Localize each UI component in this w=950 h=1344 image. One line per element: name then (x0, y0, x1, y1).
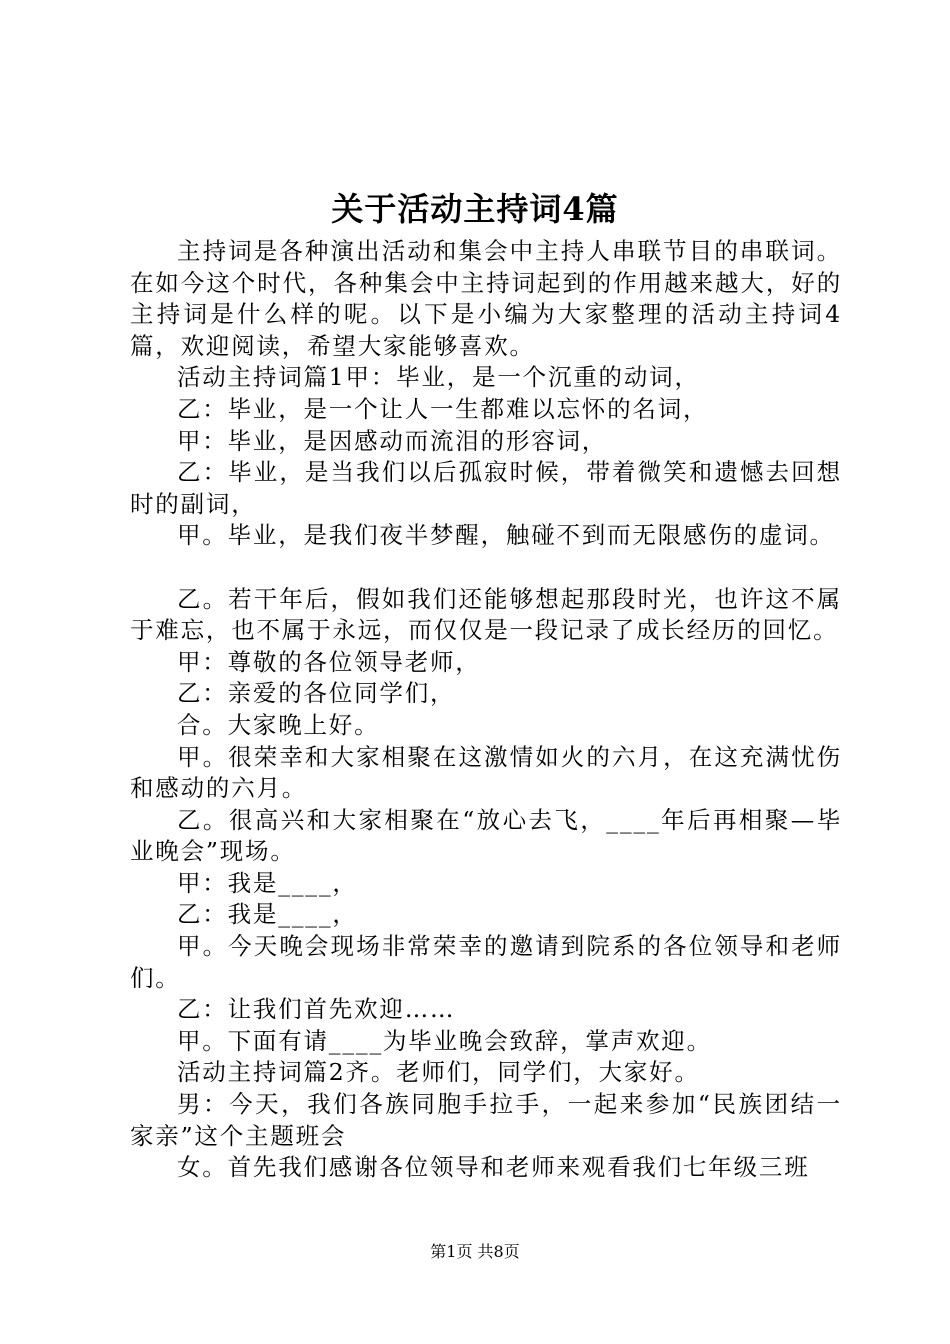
dialogue-line: 乙。若干年后，假如我们还能够想起那段时光，也许这不属于难忘，也不属于永远，而仅仅是一段记录了成长经历的回忆。 (130, 584, 842, 645)
dialogue-line: 乙。很高兴和大家相聚在“放心去飞，____年后再相聚—毕业晚会”现场。 (130, 805, 842, 866)
dialogue-line: 合。大家晚上好。 (177, 710, 380, 739)
document-title: 关于活动主持词4篇 (331, 190, 619, 228)
dialogue-line: 甲。今天晚会现场非常荣幸的邀请到院系的各位领导和老师们。 (130, 932, 842, 992)
dialogue-line: 乙：毕业，是一个让人一生都难以忘怀的名词， (177, 394, 709, 423)
dialogue-line: 活动主持词篇1甲：毕业，是一个沉重的动词， (177, 363, 700, 392)
dialogue-line: 乙：让我们首先欢迎…… (177, 995, 456, 1024)
dialogue-line: 乙：毕业，是当我们以后孤寂时候，带着微笑和遗憾去回想时的副词， (130, 458, 842, 518)
dialogue-line: 甲：尊敬的各位领导老师， (177, 647, 481, 676)
intro-paragraph: 主持词是各种演出活动和集会中主持人串联节目的串联词。在如今这个时代，各种集会中主持词起到的作用越来越大，好的主持词是什么样的呢。以下是小编为大家整理的活动主持词4篇，欢迎阅读，希望大家能够喜欢。 (130, 237, 842, 360)
dialogue-line: 甲：我是____， (177, 868, 358, 897)
page-footer: 第1页 共8页 (430, 1242, 520, 1261)
dialogue-line: 女。首先我们感谢各位领导和老师来观看我们七年级三班 (177, 1153, 810, 1182)
dialogue-line: 活动主持词篇2齐。老师们，同学们，大家好。 (177, 1058, 700, 1087)
dialogue-line: 乙：亲爱的各位同学们， (177, 679, 456, 708)
dialogue-line: 甲。下面有请____为毕业晚会致辞，掌声欢迎。 (177, 1026, 712, 1055)
document-body (130, 236, 842, 1184)
dialogue-line: 甲。很荣幸和大家相聚在这激情如火的六月，在这充满忧伤和感动的六月。 (130, 742, 842, 803)
dialogue-line: 乙：我是____， (177, 900, 358, 929)
dialogue-line: 男：今天，我们各族同胞手拉手，一起来参加“民族团结一家亲”这个主题班会 (130, 1090, 842, 1150)
dialogue-line: 甲。毕业，是我们夜半梦醒，触碰不到而无限感伤的虚词。 (177, 521, 835, 550)
dialogue-line: 甲：毕业，是因感动而流泪的形容词， (177, 426, 608, 455)
